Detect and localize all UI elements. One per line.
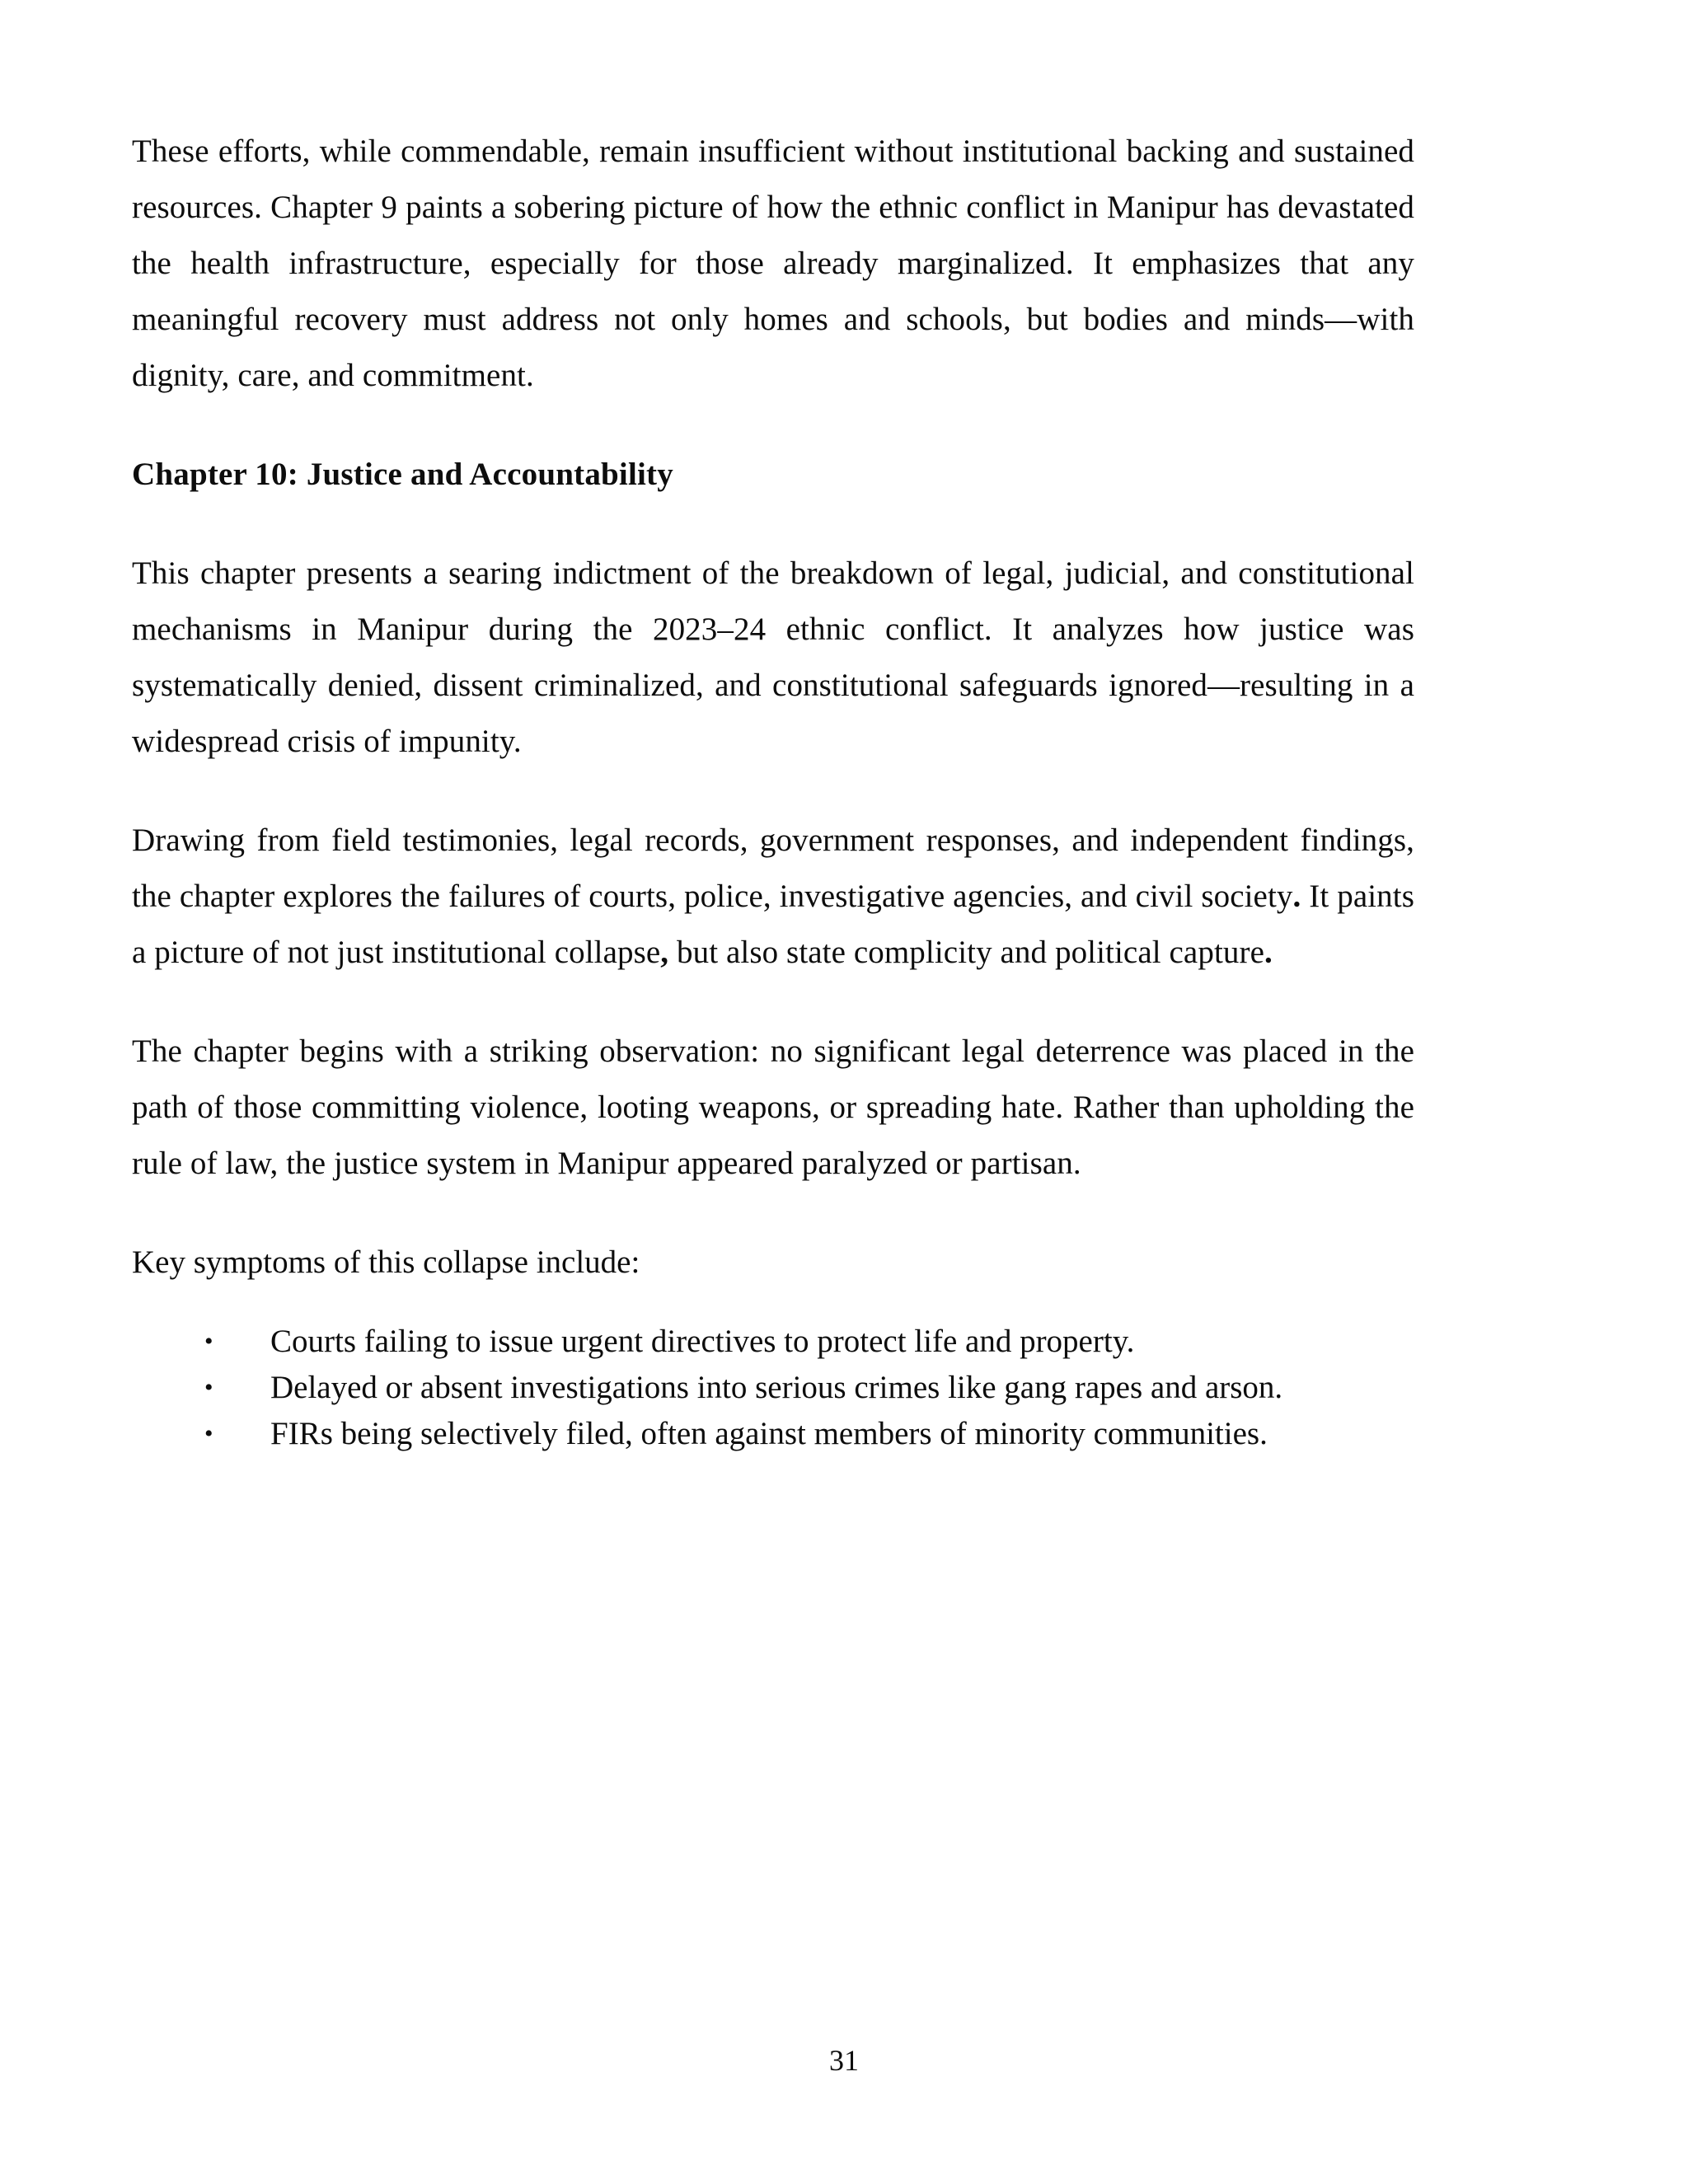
paragraph-legal-deterrence: The chapter begins with a striking observation: no significant legal deterrence was placed in the path of those committing violence, looting weapons, or spreading hate. Rather than upholding the rule of law, the justice system in Manipur appeared paralyzed or partisan. xyxy=(132,1033,1414,1181)
bullet-icon: • xyxy=(204,1328,213,1355)
list-item xyxy=(132,1319,1414,1365)
chapter-heading: Chapter 10: Justice and Accountability xyxy=(132,457,673,492)
list-item-label: FIRs being selectively filed, often against members of minority communities. xyxy=(270,1416,1268,1451)
paragraph-sources-and-findings xyxy=(132,813,1414,981)
page-content xyxy=(132,124,1414,1457)
bullet-icon: • xyxy=(204,1374,213,1401)
bold-comma-after-collapse: , xyxy=(660,935,669,970)
paragraph-chapter-overview: This chapter presents a searing indictment of the breakdown of legal, judicial, and constitutional mechanisms in Manipur during the 2023–24 ethnic conflict. It analyzes how justice was systematically denied, dissent criminalized, and constitutional safeguards ignored—resulting in a widespread crisis of impunity. xyxy=(132,555,1414,759)
list-item xyxy=(132,1411,1414,1457)
list-lead-in: Key symptoms of this collapse include: xyxy=(132,1244,640,1280)
paragraph-sources-text-1: Drawing from field testimonies, legal records, government responses, and independent findings, the chapter explores the failures of courts, police, investigative agencies, and civil society xyxy=(132,823,1414,914)
paragraph-previous-chapter-summary: These efforts, while commendable, remain insufficient without institutional backing and sustained resources. Chapter 9 paints a sobering picture of how the ethnic conflict in Manipur has devastated the health infrastructure, especially for those already marginalized. It emphasizes that any meaningful recovery must address not only homes and schools, but bodies and minds—with dignity, care, and commitment. xyxy=(132,134,1414,393)
paragraph-sources-text-2: It paints a picture of not just institutional collapse xyxy=(132,879,1414,970)
page-number: 31 xyxy=(829,2044,859,2077)
bold-period-after-society: . xyxy=(1292,879,1301,914)
paragraph-sources-text-3: but also state complicity and political capture xyxy=(668,935,1264,970)
bold-period-after-capture: . xyxy=(1264,935,1273,970)
list-item xyxy=(132,1365,1414,1411)
symptoms-list xyxy=(132,1319,1414,1457)
bullet-icon: • xyxy=(204,1420,213,1447)
list-item-label: Delayed or absent investigations into serious crimes like gang rapes and arson. xyxy=(270,1370,1283,1405)
list-item-label: Courts failing to issue urgent directives to protect life and property. xyxy=(270,1324,1135,1359)
